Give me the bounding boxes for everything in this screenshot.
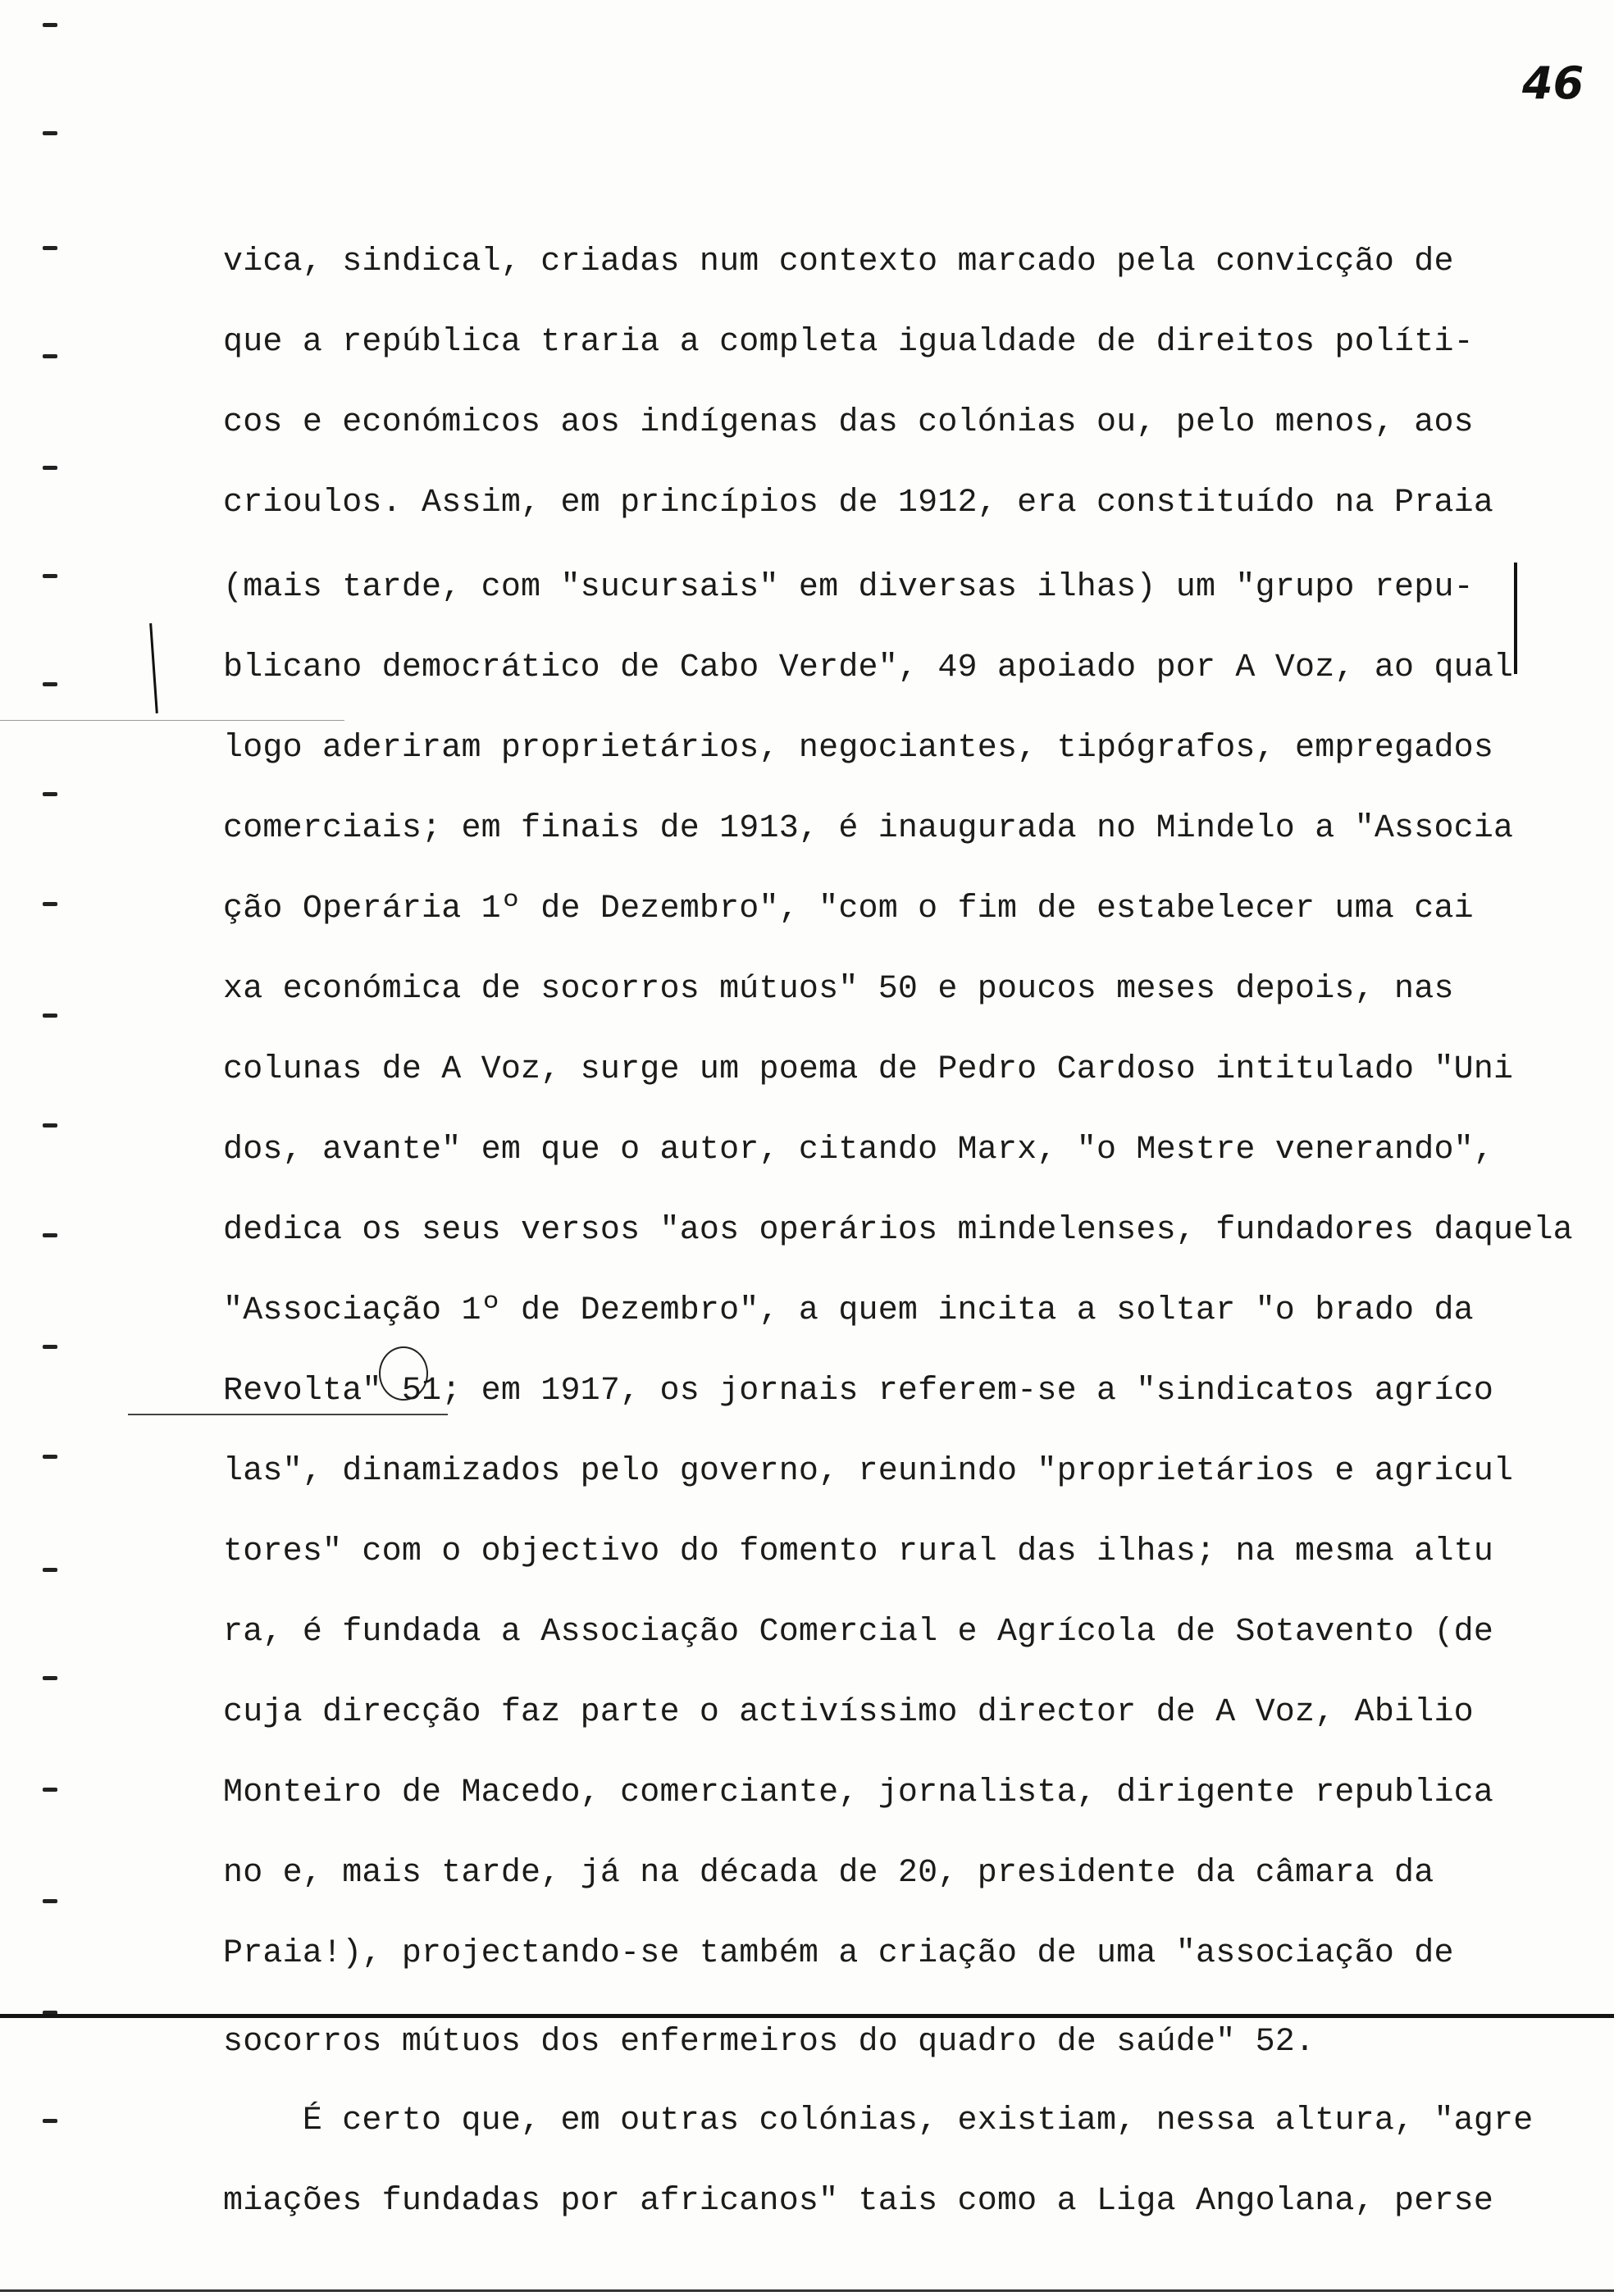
text-line: no e, mais tarde, já na década de 20, presidente da câmara da [223,1855,1434,1892]
text-line: ra, é fundada a Associação Comercial e Agrícola de Sotavento (de [223,1614,1494,1651]
text-line: las", dinamizados pelo governo, reunindo "proprietários e agricul [223,1453,1514,1490]
text-line: colunas de A Voz, surge um poema de Pedro Cardoso intitulado "Uni [223,1051,1514,1088]
text-line: É certo que, em outras colónias, existiam, nessa altura, "agre [223,2102,1534,2139]
margin-bracket-left [149,623,158,713]
text-line: miações fundadas por africanos" tais como a Liga Angolana, perse [223,2183,1494,2220]
margin-tick [43,574,57,578]
text-line: Monteiro de Macedo, comerciante, jornalista, dirigente republica [223,1774,1494,1811]
text-line: logo aderiram proprietários, negociantes, tipógrafos, empregados [223,730,1494,767]
text-line: (mais tarde, com "sucursais" em diversas ilhas) um "grupo repu- [223,569,1474,606]
margin-tick [43,354,57,358]
margin-tick [43,902,57,906]
text-line: ção Operária 1º de Dezembro", "com o fim de estabelecer uma cai [223,891,1474,927]
text-line: socorros mútuos dos enfermeiros do quadro de saúde" 52. [223,2024,1315,2061]
rule-line [128,1414,448,1415]
margin-tick [43,1568,57,1572]
text-line: comerciais; em finais de 1913, é inaugurada no Mindelo a "Associa [223,810,1514,847]
margin-tick [43,792,57,796]
margin-tick [43,1233,57,1237]
text-line: Praia!), projectando-se também a criação de uma "associação de [223,1935,1454,1972]
text-line: dedica os seus versos "aos operários mindelenses, fundadores daquela [223,1212,1573,1249]
rule-line [0,720,344,721]
margin-tick [43,1676,57,1680]
margin-tick [43,1123,57,1128]
margin-tick [43,1345,57,1349]
text-line: blicano democrático de Cabo Verde", 49 apoiado por A Voz, ao qual [223,649,1514,686]
margin-tick [43,131,57,135]
margin-tick [43,1455,57,1459]
text-line: Revolta" 51; em 1917, os jornais referem-se a "sindicatos agríco [223,1373,1494,1410]
scan-rule-line [0,2289,1614,2292]
text-line: crioulos. Assim, em princípios de 1912, era constituído na Praia [223,485,1494,522]
margin-tick [43,23,57,27]
page-number: 46 [1522,57,1584,109]
margin-tick [43,2119,57,2123]
margin-tick [43,246,57,250]
text-line: cos e económicos aos indígenas das colónias ou, pelo menos, aos [223,404,1474,441]
margin-tick [43,1788,57,1792]
margin-tick [43,466,57,470]
text-line: tores" com o objectivo do fomento rural das ilhas; na mesma altu [223,1533,1494,1570]
text-line: que a república traria a completa igualdade de direitos políti- [223,324,1474,361]
text-line: vica, sindical, criadas num contexto marcado pela convicção de [223,244,1454,280]
scan-rule-line [0,2014,1614,2018]
margin-tick [43,1014,57,1018]
text-line: "Associação 1º de Dezembro", a quem incita a soltar "o brado da [223,1292,1474,1329]
text-line: xa económica de socorros mútuos" 50 e poucos meses depois, nas [223,971,1454,1008]
margin-tick [43,1899,57,1903]
text-line: dos, avante" em que o autor, citando Marx, "o Mestre venerando", [223,1132,1494,1168]
text-line: cuja direcção faz parte o activíssimo director de A Voz, Abilio [223,1694,1474,1731]
margin-tick [43,682,57,686]
